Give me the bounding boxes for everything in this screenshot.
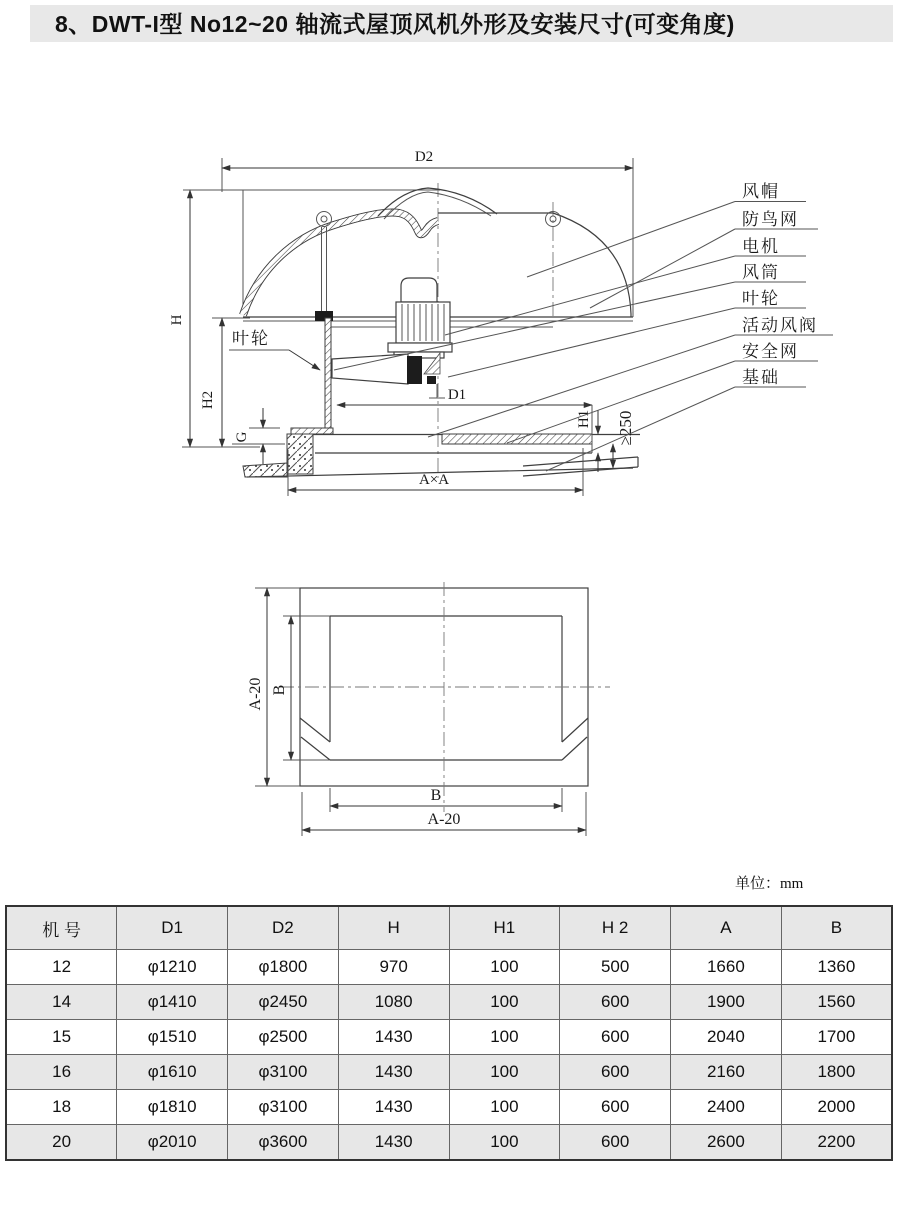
table-row [6, 1125, 892, 1161]
table-cell: φ2450 [228, 985, 339, 1020]
callout-foundation: 基础 [742, 368, 780, 387]
table-row [6, 985, 892, 1020]
callout-bird-net: 防鸟网 [742, 210, 799, 229]
units-note: 单位：mm [735, 876, 804, 892]
table-cell: φ1410 [117, 985, 228, 1020]
table-cell: φ1800 [228, 950, 339, 985]
table-cell: φ2010 [117, 1125, 228, 1161]
impeller [332, 353, 445, 398]
callout-wind-cap: 风帽 [742, 182, 780, 201]
table-cell: 600 [560, 1020, 671, 1055]
table-cell: 2040 [671, 1020, 782, 1055]
page-title: 8、DWT-I型 No12~20 轴流式屋顶风机外形及安装尺寸(可变角度) [55, 11, 735, 37]
table-header-cell: H1 [449, 906, 560, 950]
table-cell: 100 [449, 1055, 560, 1090]
table-header-cell: D2 [228, 906, 339, 950]
table-cell: 100 [449, 1090, 560, 1125]
table-cell: 1800 [781, 1055, 892, 1090]
table-cell: 15 [6, 1020, 117, 1055]
page-title-bar [30, 5, 893, 42]
table-header-cell: 机 号 [6, 906, 117, 950]
drawing-area [0, 95, 900, 865]
table-cell: 1560 [781, 985, 892, 1020]
table-cell: 2400 [671, 1090, 782, 1125]
dim-a20-bottom: A-20 [427, 811, 461, 828]
table-header-cell: H [338, 906, 449, 950]
table-cell: 20 [6, 1125, 117, 1161]
table-cell: 600 [560, 1090, 671, 1125]
table-cell: φ1510 [117, 1020, 228, 1055]
table-cell: φ3100 [228, 1055, 339, 1090]
dim-a20-left: A-20 [247, 677, 264, 711]
dim-min250: ≥250 [616, 410, 635, 446]
spec-table [5, 905, 893, 1161]
table-row [6, 1055, 892, 1090]
dim-h: H [169, 314, 185, 326]
dim-h1: H1 [576, 409, 592, 429]
table-cell: φ1810 [117, 1090, 228, 1125]
callout-damper: 活动风阀 [742, 316, 818, 335]
table-cell: 2160 [671, 1055, 782, 1090]
duct-wall [325, 318, 331, 428]
table-cell: φ2500 [228, 1020, 339, 1055]
table-cell: 1360 [781, 950, 892, 985]
spec-table-body [6, 950, 892, 1161]
table-cell: 100 [449, 1125, 560, 1161]
callout-duct: 风筒 [742, 263, 780, 282]
table-header-cell: H 2 [560, 906, 671, 950]
table-cell: 1080 [338, 985, 449, 1020]
table-cell: φ3600 [228, 1125, 339, 1161]
dim-d2: D2 [414, 149, 434, 165]
table-cell: 1430 [338, 1020, 449, 1055]
table-cell: 970 [338, 950, 449, 985]
table-cell: φ1210 [117, 950, 228, 985]
table-cell: 2000 [781, 1090, 892, 1125]
plan-view [247, 582, 610, 836]
dim-b-left: B [271, 684, 288, 696]
dim-g: G [234, 431, 250, 443]
table-header-cell: B [781, 906, 892, 950]
table-row [6, 1020, 892, 1055]
table-cell: φ1610 [117, 1055, 228, 1090]
dim-d1: D1 [447, 387, 467, 403]
callout-motor: 电机 [742, 237, 780, 256]
installation-drawing [0, 95, 900, 865]
table-cell: 1900 [671, 985, 782, 1020]
table-cell: 600 [560, 985, 671, 1020]
table-cell: 100 [449, 950, 560, 985]
dim-h2: H2 [200, 390, 216, 410]
table-cell: 1430 [338, 1090, 449, 1125]
table-cell: 16 [6, 1055, 117, 1090]
dim-b-bottom: B [430, 787, 442, 804]
table-cell: 14 [6, 985, 117, 1020]
table-row [6, 1090, 892, 1125]
table-cell: 12 [6, 950, 117, 985]
table-cell: 100 [449, 985, 560, 1020]
table-cell: 500 [560, 950, 671, 985]
elevation-view [169, 149, 833, 496]
table-cell: 2200 [781, 1125, 892, 1161]
table-cell: 600 [560, 1055, 671, 1090]
table-cell: 1660 [671, 950, 782, 985]
table-cell: 2600 [671, 1125, 782, 1161]
table-cell: 100 [449, 1020, 560, 1055]
callout-impeller: 叶轮 [742, 289, 780, 308]
table-row [6, 950, 892, 985]
table-header-cell: A [671, 906, 782, 950]
dim-axa: A×A [418, 472, 450, 488]
table-header-cell: D1 [117, 906, 228, 950]
table-cell: φ3100 [228, 1090, 339, 1125]
table-cell: 600 [560, 1125, 671, 1161]
table-cell: 1430 [338, 1125, 449, 1161]
callout-safety-net: 安全网 [742, 342, 799, 361]
table-cell: 1700 [781, 1020, 892, 1055]
table-cell: 1430 [338, 1055, 449, 1090]
spec-table-head [6, 906, 892, 950]
table-header-row [6, 906, 892, 950]
impeller-label: 叶轮 [232, 329, 270, 348]
table-cell: 18 [6, 1090, 117, 1125]
